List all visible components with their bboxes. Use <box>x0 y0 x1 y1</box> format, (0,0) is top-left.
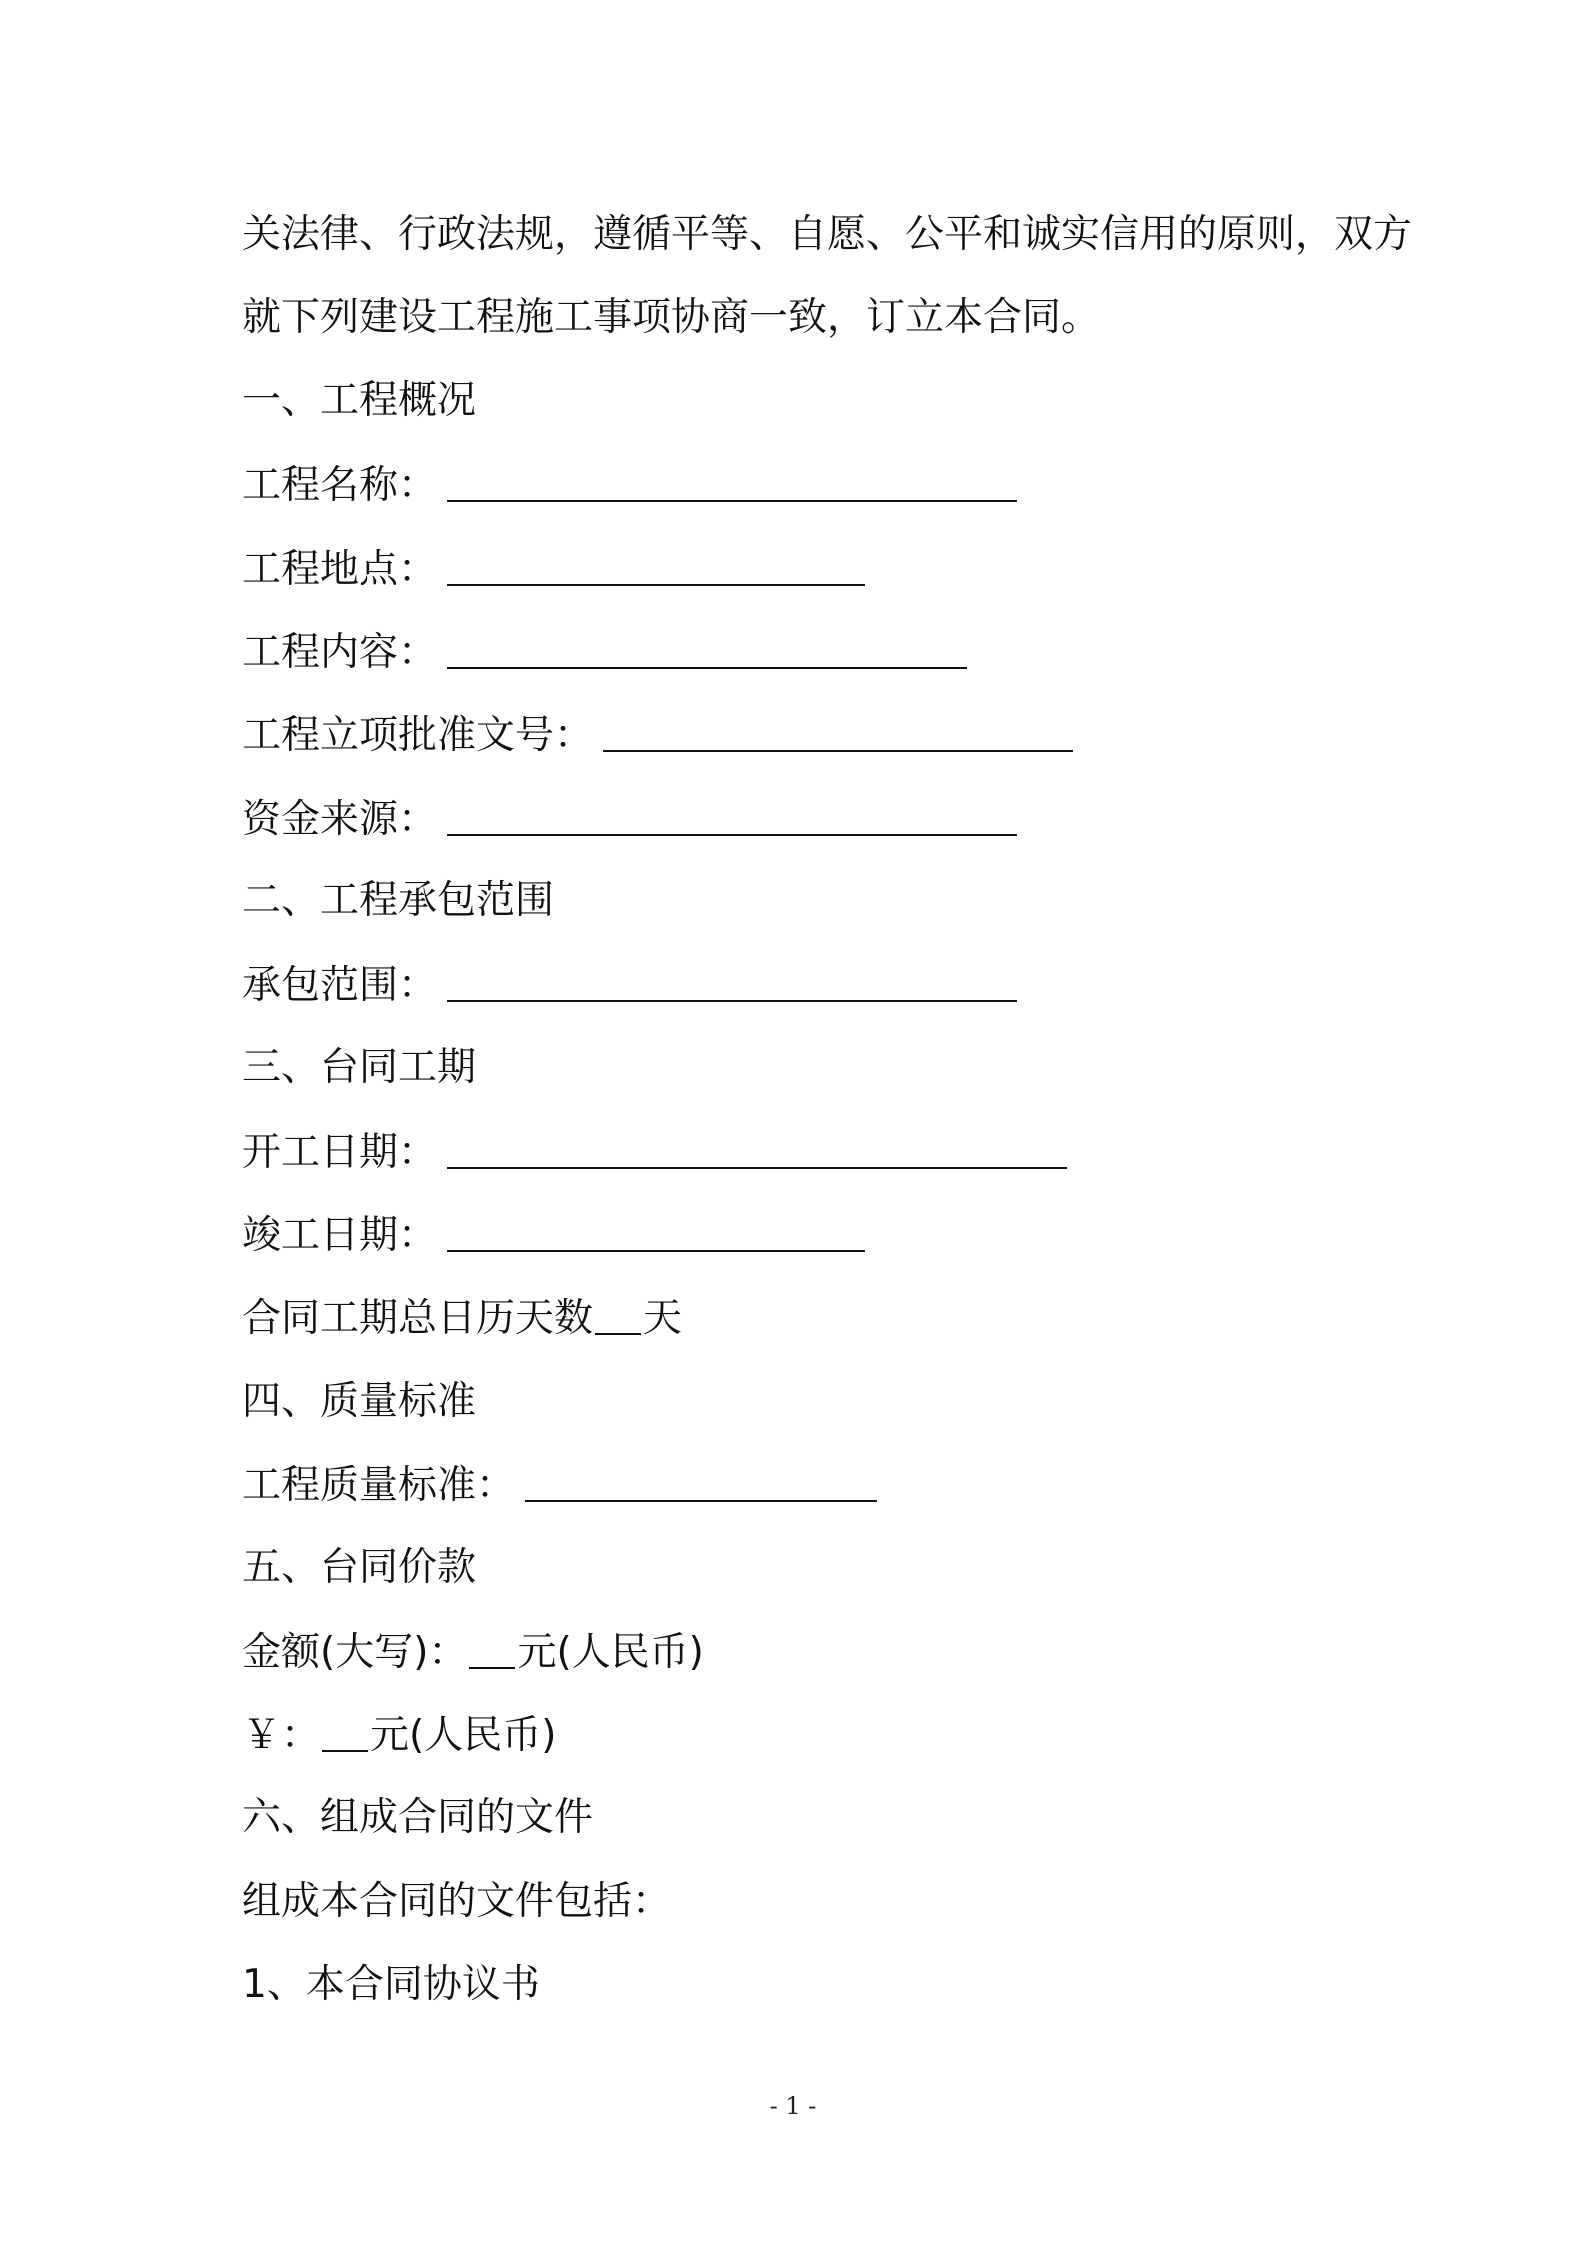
quality-row <box>242 1460 877 1511</box>
section-1-heading: 一、工程概况 <box>242 378 477 423</box>
start-date-label: 开工日期： <box>242 1130 438 1175</box>
project-content-label: 工程内容： <box>242 630 438 675</box>
start-date-blank <box>447 1127 1067 1169</box>
start-date-row <box>242 1127 1067 1178</box>
project-content-row <box>242 627 967 678</box>
amount-words-suffix: 元(人民币) <box>517 1630 704 1675</box>
scope-row <box>242 960 1017 1011</box>
intro-line-1: 关法律、行政法规，遵循平等、自愿、公平和诚实信用的原则，双方 <box>242 212 1413 257</box>
quality-label: 工程质量标准： <box>242 1463 516 1508</box>
documents-intro: 组成本合同的文件包括： <box>242 1879 672 1924</box>
scope-label: 承包范围： <box>242 963 438 1008</box>
section-6-heading: 六、组成合同的文件 <box>242 1795 594 1840</box>
project-name-label: 工程名称： <box>242 463 438 508</box>
page-number: - 1 - <box>769 2092 817 2120</box>
documents-item-1: 1、本合同协议书 <box>242 1962 540 2007</box>
scope-blank <box>447 960 1017 1002</box>
total-days-suffix: 天 <box>643 1296 683 1341</box>
section-5-heading: 五、台同价款 <box>242 1545 477 1590</box>
amount-yen-row <box>242 1710 556 1761</box>
total-days-row <box>242 1293 682 1344</box>
section-4-heading: 四、质量标准 <box>242 1379 477 1424</box>
completion-date-label: 竣工日期： <box>242 1213 438 1258</box>
amount-yen-label: ￥： <box>242 1713 321 1758</box>
approval-number-blank <box>603 710 1073 752</box>
approval-number-row <box>242 710 1073 761</box>
amount-words-row <box>242 1627 704 1678</box>
project-location-row <box>242 544 865 595</box>
total-days-prefix: 合同工期总日历天数 <box>242 1296 594 1341</box>
section-3-heading: 三、台同工期 <box>242 1045 477 1090</box>
fund-source-label: 资金来源： <box>242 797 438 842</box>
amount-yen-blank <box>322 1710 368 1752</box>
amount-words-label: 金额(大写)： <box>242 1630 468 1675</box>
fund-source-blank <box>447 794 1017 836</box>
quality-blank <box>525 1460 877 1502</box>
completion-date-blank <box>447 1210 865 1252</box>
project-content-blank <box>447 627 967 669</box>
amount-yen-suffix: 元(人民币) <box>370 1713 557 1758</box>
completion-date-row <box>242 1210 865 1261</box>
intro-line-2: 就下列建设工程施工事项协商一致，订立本合同。 <box>242 295 1101 340</box>
project-name-blank <box>447 460 1017 502</box>
project-location-blank <box>447 544 865 586</box>
amount-words-blank <box>469 1627 515 1669</box>
project-name-row <box>242 460 1017 511</box>
total-days-blank <box>595 1293 641 1335</box>
approval-number-label: 工程立项批准文号： <box>242 713 594 758</box>
project-location-label: 工程地点： <box>242 547 438 592</box>
section-2-heading: 二、工程承包范围 <box>242 878 555 923</box>
fund-source-row <box>242 794 1017 845</box>
